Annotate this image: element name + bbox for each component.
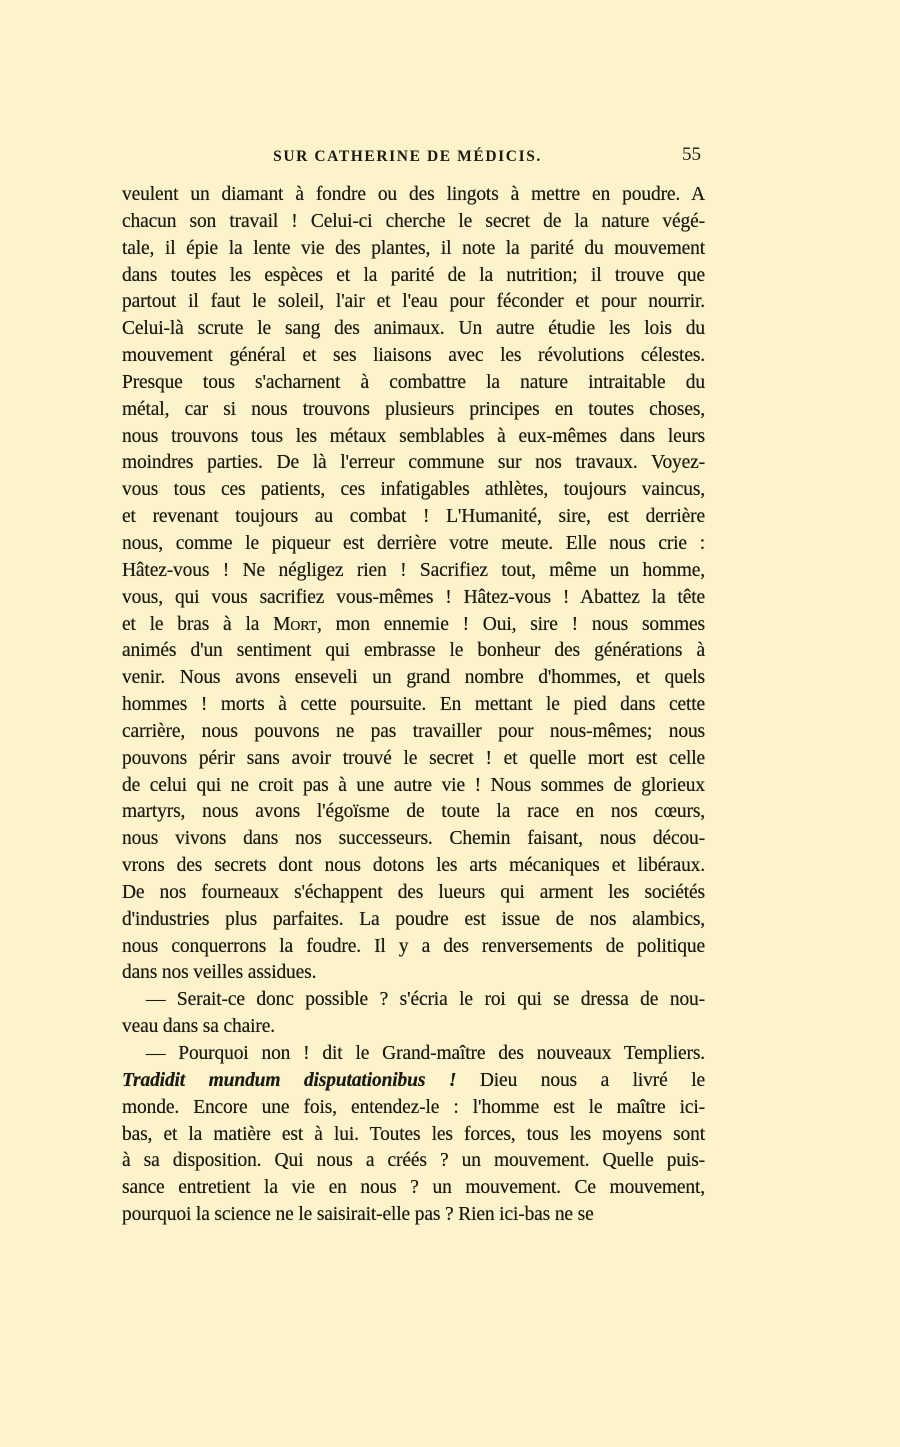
text-line: De nos fourneaux s'échappent des lueurs qui arment les sociétés xyxy=(122,881,705,903)
text-line: d'industries plus parfaites. La poudre est issue de nos alambics, xyxy=(122,908,705,930)
text-line: monde. Encore une fois, entendez-le : l'homme est le maître ici- xyxy=(122,1096,705,1118)
text-line: Celui-là scrute le sang des animaux. Un autre étudie les lois du xyxy=(122,318,705,340)
italic-phrase: Tradidit mundum disputationibus ! xyxy=(122,1069,457,1091)
text-line: chacun son travail ! Celui-ci cherche le secret de la nature végé- xyxy=(122,210,705,232)
text-line: moindres parties. De là l'erreur commune sur nos travaux. Voyez- xyxy=(122,452,705,474)
text-line: tale, il épie la lente vie des plantes, il note la parité du mouvement xyxy=(122,237,705,259)
text-segment: , mon ennemie ! Oui, sire ! nous sommes xyxy=(317,613,705,635)
text-line xyxy=(122,612,705,639)
text-segment: et le bras à la xyxy=(122,613,274,635)
text-line: animés d'un sentiment qui embrasse le bonheur des générations à xyxy=(122,640,705,662)
text-line: dans nos veilles assidues. xyxy=(122,962,317,984)
text-line: mouvement général et ses liaisons avec les révolutions célestes. xyxy=(122,345,705,367)
text-line: nous conquerrons la foudre. Il y a des renversements de politique xyxy=(122,935,705,957)
small-caps-word: Mort xyxy=(273,613,317,635)
text-line: et revenant toujours au combat ! L'Humanité, sire, est derrière xyxy=(122,506,705,528)
text-line: pouvons périr sans avoir trouvé le secret ! et quelle mort est celle xyxy=(122,747,705,769)
text-line: métal, car si nous trouvons plusieurs principes en toutes choses, xyxy=(122,398,705,420)
text-line: venir. Nous avons enseveli un grand nombre d'hommes, et quels xyxy=(122,667,705,689)
text-line: Hâtez-vous ! Ne négligez rien ! Sacrifiez tout, même un homme, xyxy=(122,559,705,581)
text-line: de celui qui ne croit pas à une autre vie ! Nous sommes de glorieux xyxy=(122,774,705,796)
text-line: dans toutes les espèces et la parité de la nutrition; il trouve que xyxy=(122,264,705,286)
text-line: pourquoi la science ne le saisirait-elle pas ? Rien ici-bas ne se xyxy=(122,1204,594,1226)
text-line: — Serait-ce donc possible ? s'écria le roi qui se dressa de nou- xyxy=(146,989,705,1011)
text-line: veulent un diamant à fondre ou des lingots à mettre en poudre. A xyxy=(122,184,705,205)
text-line: bas, et la matière est à lui. Toutes les forces, tous les moyens sont xyxy=(122,1123,705,1145)
body-text xyxy=(122,182,705,1229)
text-line: nous trouvons tous les métaux semblables à eux-mêmes dans leurs xyxy=(122,425,705,447)
text-line: partout il faut le soleil, l'air et l'eau pour féconder et pour nourrir. xyxy=(122,291,705,313)
text-line: Presque tous s'acharnent à combattre la nature intraitable du xyxy=(122,371,705,393)
text-line: hommes ! morts à cette poursuite. En mettant le pied dans cette xyxy=(122,694,705,716)
page-number: 55 xyxy=(682,144,701,165)
text-line: vous tous ces patients, ces infatigables athlètes, toujours vaincus, xyxy=(122,479,705,501)
text-line: nous vivons dans nos successeurs. Chemin faisant, nous décou- xyxy=(122,828,705,850)
text-line: sance entretient la vie en nous ? un mouvement. Ce mouvement, xyxy=(122,1177,705,1199)
text-line xyxy=(122,1068,705,1095)
text-line: nous, comme le piqueur est derrière votre meute. Elle nous crie : xyxy=(122,532,705,554)
text-segment: Dieu nous a livré le xyxy=(456,1069,705,1091)
text-line: à sa disposition. Qui nous a créés ? un mouvement. Quelle puis- xyxy=(122,1150,705,1172)
text-line: veau dans sa chaire. xyxy=(122,1016,275,1038)
text-line: vous, qui vous sacrifiez vous-mêmes ! Hâtez-vous ! Abattez la tête xyxy=(122,586,705,608)
running-title: SUR CATHERINE DE MÉDICIS. xyxy=(273,148,542,165)
running-header xyxy=(122,146,705,172)
text-line: carrière, nous pouvons ne pas travailler pour nous-mêmes; nous xyxy=(122,720,705,742)
text-line: martyrs, nous avons l'égoïsme de toute la race en nos cœurs, xyxy=(122,801,705,823)
text-line: — Pourquoi non ! dit le Grand-maître des nouveaux Templiers. xyxy=(146,1043,705,1064)
text-line: vrons des secrets dont nous dotons les arts mécaniques et libéraux. xyxy=(122,855,705,877)
